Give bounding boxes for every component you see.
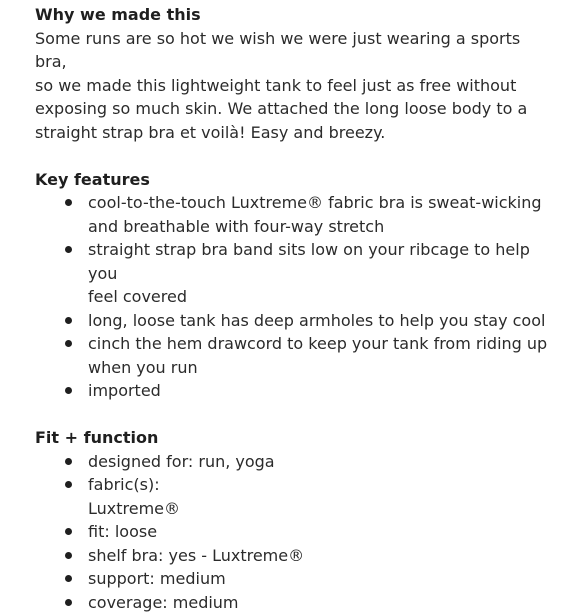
list-item xyxy=(88,379,550,403)
list-item-text: fit: loose xyxy=(88,520,550,544)
bullet-icon xyxy=(65,599,72,606)
bullet-icon xyxy=(65,317,72,324)
key-features-list xyxy=(35,191,550,403)
list-item xyxy=(88,544,550,568)
bullet-icon xyxy=(65,246,72,253)
list-item-text: imported xyxy=(88,379,550,403)
list-item-text: cinch the hem drawcord to keep your tank from riding up xyxy=(88,332,550,356)
section-spacer xyxy=(35,144,550,168)
list-item xyxy=(88,520,550,544)
list-item-text: shelf bra: yes - Luxtreme® xyxy=(88,544,550,568)
why-we-made-this-heading: Why we made this xyxy=(35,3,550,27)
list-item-text: Luxtreme® xyxy=(88,497,550,521)
list-item-text: coverage: medium xyxy=(88,591,550,614)
list-item xyxy=(88,567,550,591)
bullet-icon xyxy=(65,528,72,535)
list-item-text: feel covered xyxy=(88,285,550,309)
list-item-text: when you run xyxy=(88,356,550,380)
list-item xyxy=(88,191,550,238)
paragraph-line: so we made this lightweight tank to feel just as free without xyxy=(35,74,550,98)
bullet-icon xyxy=(65,481,72,488)
list-item-text: designed for: run, yoga xyxy=(88,450,550,474)
bullet-icon xyxy=(65,458,72,465)
bullet-icon xyxy=(65,199,72,206)
list-item-text: long, loose tank has deep armholes to help you stay cool xyxy=(88,309,550,333)
list-item xyxy=(88,591,550,614)
section-spacer xyxy=(35,403,550,427)
list-item-text: support: medium xyxy=(88,567,550,591)
list-item xyxy=(88,238,550,309)
bullet-icon xyxy=(65,387,72,394)
list-item-text: fabric(s): xyxy=(88,473,550,497)
fit-function-list xyxy=(35,450,550,614)
paragraph-line: straight strap bra et voilà! Easy and breezy. xyxy=(35,121,550,145)
list-item xyxy=(88,473,550,520)
list-item xyxy=(88,309,550,333)
list-item-text: cool-to-the-touch Luxtreme® fabric bra is sweat-wicking xyxy=(88,191,550,215)
why-we-made-this-paragraph xyxy=(35,27,550,145)
paragraph-line: Some runs are so hot we wish we were just wearing a sports bra, xyxy=(35,27,550,74)
bullet-icon xyxy=(65,575,72,582)
fit-function-heading: Fit + function xyxy=(35,426,550,450)
bullet-icon xyxy=(65,340,72,347)
bullet-icon xyxy=(65,552,72,559)
list-item-text: straight strap bra band sits low on your ribcage to help you xyxy=(88,238,550,285)
list-item-text: and breathable with four-way stretch xyxy=(88,215,550,239)
key-features-heading: Key features xyxy=(35,168,550,192)
list-item xyxy=(88,450,550,474)
product-description xyxy=(35,3,550,614)
list-item xyxy=(88,332,550,379)
paragraph-line: exposing so much skin. We attached the long loose body to a xyxy=(35,97,550,121)
